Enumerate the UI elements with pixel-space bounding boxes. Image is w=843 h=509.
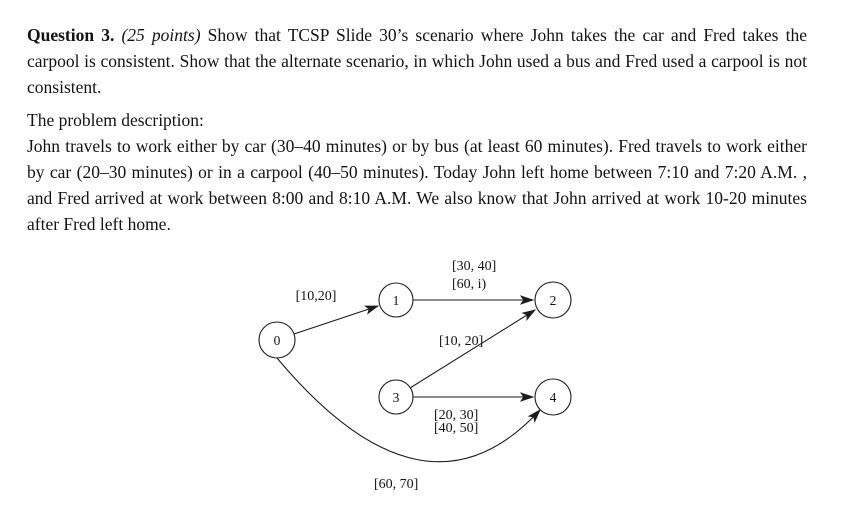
problem-text: John travels to work either by car (30–40 minutes) or by bus (at least 60 minutes). Fred travels to work either by car (20–30 minutes) or in a carpool (40–50 minutes). Today John left home between 7:10 and 7:20 A.M. , and Fred arrived at work between 8:00 and 8:10 A.M. We also know that John arrived at work 10-20 minutes after Fred left home. — [27, 136, 807, 234]
edge-3-4-label-2: [40, 50] — [434, 421, 479, 436]
node-4 — [535, 379, 571, 415]
node-0 — [259, 322, 295, 358]
edge-0-4-label: [60, 70] — [374, 477, 419, 492]
problem-paragraph — [27, 107, 807, 237]
edge-0-1-arrow — [294, 306, 378, 334]
question-points: (25 points) — [121, 25, 201, 45]
problem-heading: The problem description: — [27, 110, 204, 130]
node-3 — [379, 380, 413, 414]
edge-1-2-label-2: [60, i) — [452, 277, 487, 292]
edge-3-2-arrow — [410, 310, 535, 388]
constraint-graph-diagram — [0, 240, 843, 509]
edge-0-1-label: [10,20] — [295, 289, 337, 304]
node-1-label: 1 — [392, 293, 400, 308]
node-2-label: 2 — [549, 293, 557, 308]
edge-3-4-label-1: [20, 30] — [434, 408, 479, 423]
edge-0-4-arc-arrow — [277, 358, 540, 462]
node-3-label: 3 — [392, 390, 400, 405]
node-0-label: 0 — [273, 333, 281, 348]
node-2 — [535, 282, 571, 318]
question-paragraph — [27, 22, 807, 100]
question-number: Question 3. — [27, 25, 115, 45]
edge-1-2-label-1: [30, 40] — [452, 259, 497, 274]
text-block — [27, 22, 807, 237]
edge-3-2-label: [10, 20] — [439, 334, 484, 349]
question-text: Show that TCSP Slide 30’s scenario where John takes the car and Fred takes the carpool is consistent. Show that the alternate scenario, in which John used a bus and Fred used a carpool is not consistent. — [27, 25, 807, 97]
node-1 — [379, 283, 413, 317]
node-4-label: 4 — [549, 390, 557, 405]
